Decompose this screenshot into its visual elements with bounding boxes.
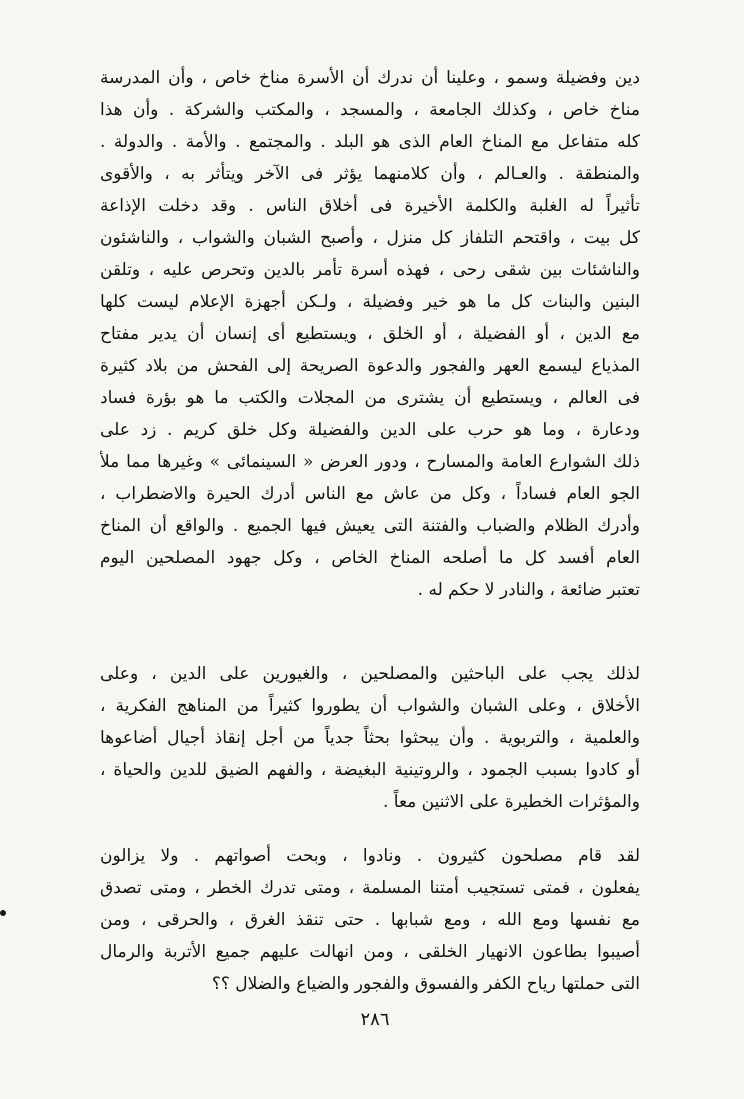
text-line: والمؤثرات الخطيرة على الاثنين معاً . xyxy=(382,792,640,812)
text-line: ودعارة ، وما هو حرب على الدين والفضيلة وكل خلق كريم . زد على xyxy=(100,420,640,440)
text-line: لقد قام مصلحون كثيرون . ونادوا ، وبحت أصواتهم . ولا يزالون xyxy=(100,846,640,866)
text-line: الجو العام فساداً ، وكل من عاش مع الناس أدرك الحيرة والاضطراب ، xyxy=(100,484,640,504)
text-line: والعلمية ، والتربوية . وأن يبحثوا بحثاً جدياً من أجل إنقاذ أجيال أضاعوها xyxy=(100,728,640,748)
text-line: كله متفاعل مع المناخ العام الذى هو البلد . والمجتمع . والأمة . والدولة . xyxy=(100,132,640,152)
text-line: دين وفضيلة وسمو ، وعلينا أن ندرك أن الأسرة مناخ خاص ، وأن المدرسة xyxy=(100,68,640,88)
text-line: ذلك الشوارع العامة والمسارح ، ودور العرض « السينمائى » وغيرها مما ملأ xyxy=(100,452,640,472)
text-line: وأدرك الظلام والضباب والفتنة التى يعيش فيها الجميع . والواقع أن المناخ xyxy=(100,516,640,536)
text-line: كل بيت ، واقتحم التلفاز كل منزل ، وأصبح الشبان والشواب ، والناشئون xyxy=(100,228,640,248)
text-line: مع نفسها ومع الله ، ومع شبابها . حتى تنقذ الغرق ، والحرقى ، ومن xyxy=(100,910,640,930)
page-number: ٢٨٦ xyxy=(360,1009,390,1030)
paragraph-1 xyxy=(100,62,640,606)
paragraph-3 xyxy=(100,840,640,1000)
text-line: التى حملتها رياح الكفر والفسوق والفجور والضياع والضلال ؟؟ xyxy=(211,974,640,994)
text-line: فى العالم ، ويستطيع أن يشترى من المجلات والكتب ما هو بؤرة فساد xyxy=(100,388,640,408)
text-line: لذلك يجب على الباحثين والمصلحين ، والغيورين على الدين ، وعلى xyxy=(100,664,640,684)
text-line: تعتبر ضائعة ، والنادر لا حكم له . xyxy=(417,580,640,600)
text-line: والناشئات بين شقى رحى ، فهذه أسرة تأمر بالدين وتحرص عليه ، وتلقن xyxy=(100,260,640,280)
margin-mark xyxy=(0,910,6,916)
text-line: مع الدين ، أو الفضيلة ، أو الخلق ، ويستطيع أى إنسان أن يدير مفتاح xyxy=(100,324,640,344)
text-line: مناخ خاص ، وكذلك الجامعة ، والمسجد ، والمكتب والشركة . وأن هذا xyxy=(100,100,640,120)
text-line: تأثيراً له الغلبة والكلمة الأخيرة فى أخلاق الناس . وقد دخلت الإذاعة xyxy=(100,196,640,216)
text-line: يفعلون ، فمتى تستجيب أمتنا المسلمة ، ومتى تدرك الخطر ، ومتى تصدق xyxy=(100,878,640,898)
text-line: والمنطقة . والعـالم ، وأن كلامنهما يؤثر فى الآخر ويتأثر به ، والأقوى xyxy=(100,164,640,184)
text-line: المذياع ليسمع العهر والفجور والدعوة الصريحة إلى الفحش من بلاد كثيرة xyxy=(100,356,640,376)
text-line: الأخلاق ، وعلى الشبان والشواب أن يطوروا كثيراً من المناهج الفكرية ، xyxy=(100,696,640,716)
text-line: العام أفسد كل ما أصلحه المناخ الخاص ، وكل جهود المصلحين اليوم xyxy=(100,548,640,568)
text-line: البنين والبنات كل ما هو خير وفضيلة ، ولـكن أجهزة الإعلام ليست كلها xyxy=(100,292,640,312)
paragraph-2 xyxy=(100,658,640,818)
text-line: أو كادوا بسبب الجمود ، والروتينية البغيضة ، والفهم الضيق للدين والحياة ، xyxy=(100,760,640,780)
text-line: أصيبوا بطاعون الانهيار الخلقى ، ومن انهالت عليهم جميع الأتربة والرمال xyxy=(100,942,640,962)
